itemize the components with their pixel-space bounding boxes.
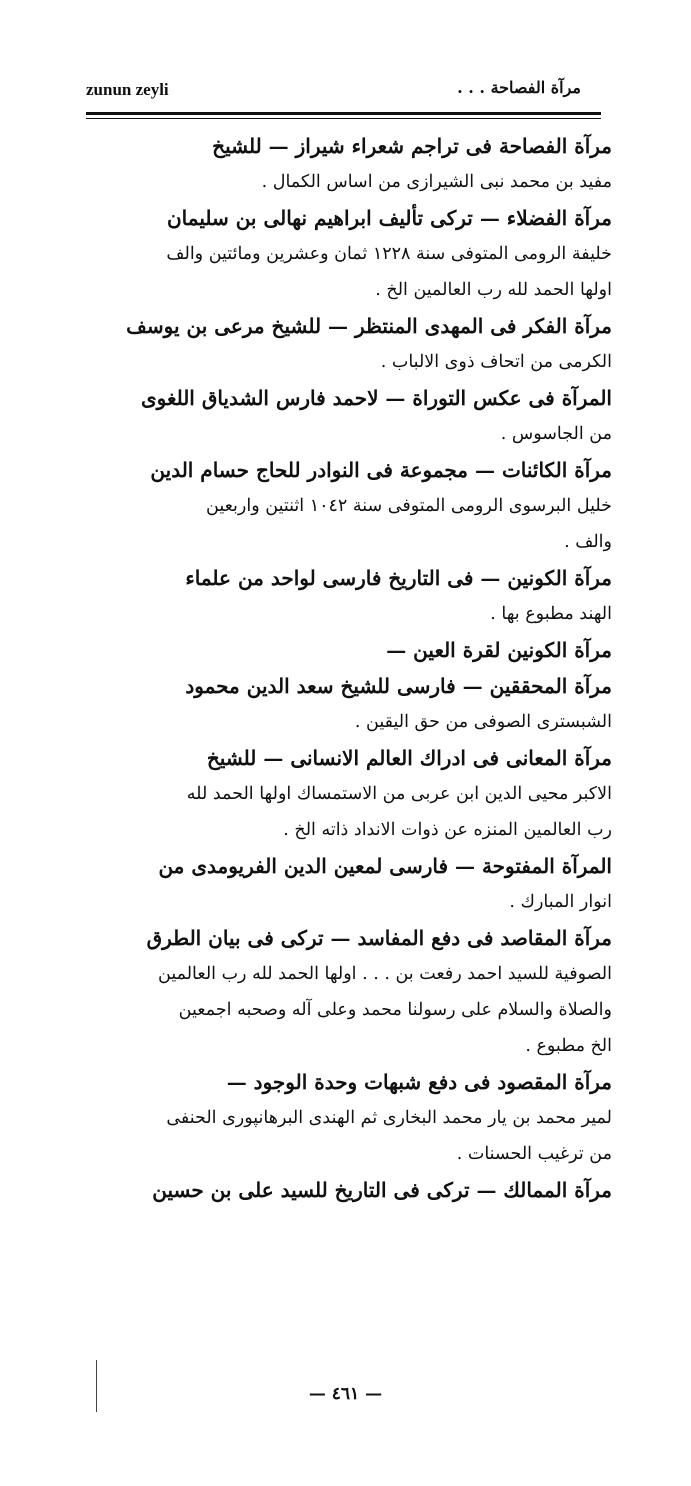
entry-text-line: الاكبر محيى الدين ابن عربى من الاستمساك اولها الحمد لله <box>186 784 612 804</box>
entry-title-line: مرآة الممالك — تركى فى التاريخ للسيد على بن حسين <box>152 1178 612 1202</box>
bibliography-entry <box>92 128 612 200</box>
entry-text-line: والصلاة والسلام على رسولنا محمد وعلى آله وصحبه اجمعين <box>178 1000 612 1020</box>
bibliography-entry <box>92 380 612 452</box>
entries-list <box>92 128 612 1208</box>
entry-title-line: مرآة الفضلاء — تركى تأليف ابراهيم نهالى بن سليمان <box>166 206 612 230</box>
page-number: — ٤٦١ — <box>308 1384 383 1404</box>
entry-text-line: الكرمى من اتحاف ذوى الالباب . <box>380 352 612 372</box>
entry-title-line: المرآة فى عكس التوراة — لاحمد فارس الشدياق اللغوى <box>140 386 612 410</box>
entry-title-line: مرآة الكائنات — مجموعة فى النوادر للحاج حسام الدين <box>150 458 612 482</box>
entry-text-line: مفيد بن محمد نبى الشيرازى من اساس الكمال . <box>261 172 612 192</box>
entry-text-line: لمير محمد بن يار محمد البخارى ثم الهندى البرهانپورى الحنفى <box>166 1108 612 1128</box>
entry-title-line: مرآة المقاصد فى دفع المفاسد — تركى فى بيان الطرق <box>146 926 612 950</box>
entry-title-line: مرآة الكونين لقرة العين — <box>386 638 612 662</box>
running-header-right: مرآة الفصاحة . . . <box>457 78 581 97</box>
bibliography-entry <box>92 668 612 740</box>
bibliography-entry <box>92 200 612 308</box>
entry-text-line: الخ مطبوع . <box>525 1036 612 1056</box>
entry-text-line: خليفة الرومى المتوفى سنة ١٢٢٨ ثمان وعشرين ومائتين والف <box>166 244 612 264</box>
bibliography-entry <box>92 740 612 848</box>
bibliography-entry <box>92 920 612 1064</box>
bibliography-entry <box>92 1172 612 1208</box>
entry-text-line: اولها الحمد لله رب العالمين الخ . <box>375 280 612 300</box>
entry-text-line: رب العالمين المنزه عن ذوات الانداد ذاته الخ . <box>283 820 612 840</box>
entry-title-line: المرآة المفتوحة — فارسى لمعين الدين الفريومدى من <box>158 854 612 878</box>
header-rule-thin <box>86 118 601 119</box>
bibliography-entry <box>92 632 612 668</box>
entry-title-line: مرآة المحققين — فارسى للشيخ سعد الدين محمود <box>185 674 612 698</box>
entry-text-line: الشبسترى الصوفى من حق اليقين . <box>354 712 612 732</box>
entry-text-line: خليل البرسوى الرومى المتوفى سنة ١٠٤٢ اثنتين واربعين <box>206 496 612 516</box>
entry-text-line: من الجاسوس . <box>500 424 612 444</box>
entry-title-line: مرآة الفكر فى المهدى المنتظر — للشيخ مرعى بن يوسف <box>126 314 612 338</box>
bibliography-entry <box>92 560 612 632</box>
bibliography-entry <box>92 308 612 380</box>
entry-text-line: الصوفية للسيد احمد رفعت بن . . . اولها الحمد لله رب العالمين <box>158 964 612 984</box>
running-header-left: zunun zeyli <box>86 80 169 99</box>
entry-text-line: والف . <box>564 532 612 552</box>
header-rule-thick <box>86 112 601 115</box>
entry-text-line: من ترغيب الحسنات . <box>456 1144 612 1164</box>
entry-text-line: الهند مطبوع بها . <box>490 604 612 624</box>
entry-title-line: مرآة الفصاحة فى تراجم شعراء شيراز — للشيخ <box>212 134 612 158</box>
bibliography-entry <box>92 848 612 920</box>
entry-title-line: مرآة المقصود فى دفع شبهات وحدة الوجود — <box>226 1070 612 1094</box>
bibliography-entry <box>92 452 612 560</box>
entry-title-line: مرآة الكونين — فى التاريخ فارسى لواحد من علماء <box>185 566 612 590</box>
entry-title-line: مرآة المعانى فى ادراك العالم الانسانى — للشيخ <box>206 746 612 770</box>
entry-text-line: انوار المبارك . <box>509 892 612 912</box>
bibliography-entry <box>92 1064 612 1172</box>
